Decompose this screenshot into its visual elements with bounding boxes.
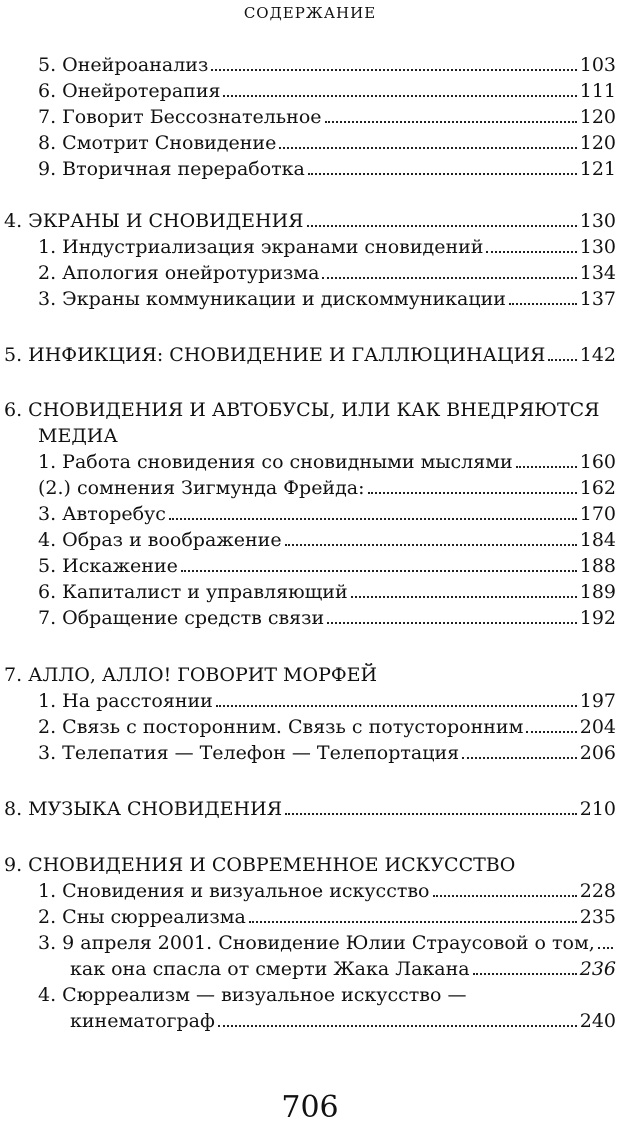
toc-entry-page: 235	[579, 906, 616, 928]
toc-chapter	[4, 208, 616, 234]
toc-entry-page: 120	[579, 106, 616, 128]
toc-chapter-title: 7. АЛЛО, АЛЛО! ГОВОРИТ МОРФЕЙ	[4, 664, 378, 686]
leader-dots	[598, 947, 613, 949]
toc-entry	[38, 260, 616, 286]
toc-entry	[38, 104, 616, 130]
toc-chapter-title: 6. СНОВИДЕНИЯ И АВТОБУСЫ, ИЛИ КАК ВНЕДРЯЮТСЯ	[4, 399, 600, 421]
toc-entry-title: 3. Телепатия — Телефон — Телепортация	[38, 742, 460, 764]
toc-entry-page: 137	[579, 288, 616, 310]
leader-dots	[218, 1025, 577, 1027]
leader-dots	[211, 69, 576, 71]
toc-entry-title: 1. Работа сновидения со сновидными мыслями	[38, 451, 513, 473]
leader-dots	[516, 466, 577, 468]
toc-entry	[38, 553, 616, 579]
toc-entry-page: 184	[579, 529, 616, 551]
toc-entry	[38, 475, 616, 501]
leader-dots	[351, 596, 577, 598]
leader-dots	[223, 95, 576, 97]
toc-entry	[38, 930, 616, 956]
leader-dots	[509, 303, 577, 305]
toc-entry	[38, 579, 616, 605]
toc-entry-page: 160	[579, 451, 616, 473]
leader-dots	[368, 492, 577, 494]
toc-entry-title: 9. Вторичная переработка	[38, 158, 305, 180]
toc-entry	[38, 527, 616, 553]
toc-entry-page: 206	[579, 742, 616, 764]
toc-chapter	[4, 852, 616, 878]
toc-chapter-title: 5. ИНФИКЦИЯ: СНОВИДЕНИЕ И ГАЛЛЮЦИНАЦИЯ	[4, 344, 546, 366]
toc-entry	[38, 286, 616, 312]
page-number: 706	[281, 1090, 339, 1125]
toc-entry-page: 240	[579, 1010, 616, 1032]
toc-entry-title: 7. Говорит Бессознательное	[38, 106, 322, 128]
toc-chapter	[4, 662, 616, 688]
toc-entry-page: 188	[579, 555, 616, 577]
toc-entry	[38, 52, 616, 78]
leader-dots	[308, 173, 577, 175]
toc-entry-page: 170	[579, 503, 616, 525]
toc-entry-title: 4. Образ и воображение	[38, 529, 282, 551]
toc-entry	[38, 78, 616, 104]
toc-entry	[38, 878, 616, 904]
toc-entry-title: 5. Онейроанализ	[38, 54, 209, 76]
toc-entry-page: 111	[579, 80, 616, 102]
toc-entry	[38, 130, 616, 156]
toc-entry-title: 5. Искажение	[38, 555, 178, 577]
toc-chapter-title: 4. ЭКРАНЫ И СНОВИДЕНИЯ	[4, 210, 304, 232]
toc-entry-page: 197	[579, 690, 616, 712]
leader-dots	[486, 251, 576, 253]
toc-entry-page: 134	[579, 262, 616, 284]
toc-entry-title: 2. Связь с посторонним. Связь с потусторонним	[38, 716, 524, 738]
toc-entry	[38, 156, 616, 182]
leader-dots	[473, 973, 577, 975]
leader-dots	[322, 277, 576, 279]
toc-entry	[38, 688, 616, 714]
toc-entry-title: как она спасла от смерти Жака Лакана	[70, 958, 470, 980]
toc-entry	[38, 605, 616, 631]
toc-entry-page: 210	[579, 798, 616, 820]
leader-dots	[327, 622, 577, 624]
running-header: СОДЕРЖАНИЕ	[243, 4, 377, 22]
toc-entry-page: 162	[579, 477, 616, 499]
leader-dots	[216, 705, 577, 707]
toc-entry	[38, 904, 616, 930]
toc-entry-page: 236	[579, 958, 616, 980]
leader-dots	[169, 518, 577, 520]
leader-dots	[307, 225, 577, 227]
toc-entry	[38, 714, 616, 740]
toc-entry-page: 121	[579, 158, 616, 180]
toc-entry-page: 120	[579, 132, 616, 154]
toc-chapter	[4, 342, 616, 368]
leader-dots	[249, 921, 577, 923]
leader-dots	[462, 757, 577, 759]
toc-entry-title: 4. Сюрреализм — визуальное искусство —	[38, 984, 467, 1006]
toc-entry-page: 228	[579, 880, 616, 902]
toc-entry-page: 192	[579, 607, 616, 629]
toc-chapter-title: 9. СНОВИДЕНИЯ И СОВРЕМЕННОЕ ИСКУССТВО	[4, 854, 516, 876]
leader-dots	[433, 895, 577, 897]
toc-chapter-title: МЕДИА	[38, 425, 118, 447]
toc-entry-page: 142	[579, 344, 616, 366]
toc-entry-page: 103	[579, 54, 616, 76]
leader-dots	[285, 813, 577, 815]
toc-entry-title: 1. Индустриализация экранами сновидений	[38, 236, 484, 258]
toc-chapter	[4, 796, 616, 822]
toc-entry-title: 3. Экраны коммуникации и дискоммуникации	[38, 288, 506, 310]
toc-entry-title: 3. Авторебус	[38, 503, 166, 525]
leader-dots	[181, 570, 577, 572]
toc-entry-page: 189	[579, 581, 616, 603]
toc-entry-title: 7. Обращение средств связи	[38, 607, 325, 629]
toc-entry-continuation	[70, 956, 616, 982]
toc-entry-title: 2. Сны сюрреализма	[38, 906, 246, 928]
toc-chapter-continuation	[38, 423, 616, 449]
leader-dots	[526, 731, 576, 733]
toc-entry	[38, 982, 616, 1008]
toc-entry-page: 130	[579, 236, 616, 258]
toc-entry-title: 2. Апология онейротуризма	[38, 262, 320, 284]
toc-entry-title: кинематограф	[70, 1010, 215, 1032]
toc-entry-title: (2.) сомнения Зигмунда Фрейда:	[38, 477, 365, 499]
toc-entry-title: 6. Онейротерапия	[38, 80, 221, 102]
toc-entry-title: 6. Капиталист и управляющий	[38, 581, 348, 603]
toc-chapter	[4, 397, 616, 423]
toc-entry	[38, 740, 616, 766]
toc-entry-title: 1. Сновидения и визуальное искусство	[38, 880, 430, 902]
toc-entry	[38, 449, 616, 475]
leader-dots	[285, 544, 577, 546]
toc-entry-continuation	[70, 1008, 616, 1034]
toc-entry	[38, 501, 616, 527]
toc-chapter-title: 8. МУЗЫКА СНОВИДЕНИЯ	[4, 798, 283, 820]
toc-entry-title: 8. Смотрит Сновидение	[38, 132, 277, 154]
leader-dots	[325, 121, 577, 123]
toc-entry-title: 1. На расстоянии	[38, 690, 213, 712]
leader-dots	[548, 359, 576, 361]
toc-entry-page: 204	[579, 716, 616, 738]
leader-dots	[279, 147, 576, 149]
toc-entry-title: 3. 9 апреля 2001. Сновидение Юлии Страусовой о том,	[38, 932, 595, 954]
toc-entry	[38, 234, 616, 260]
toc-entry-page: 130	[579, 210, 616, 232]
